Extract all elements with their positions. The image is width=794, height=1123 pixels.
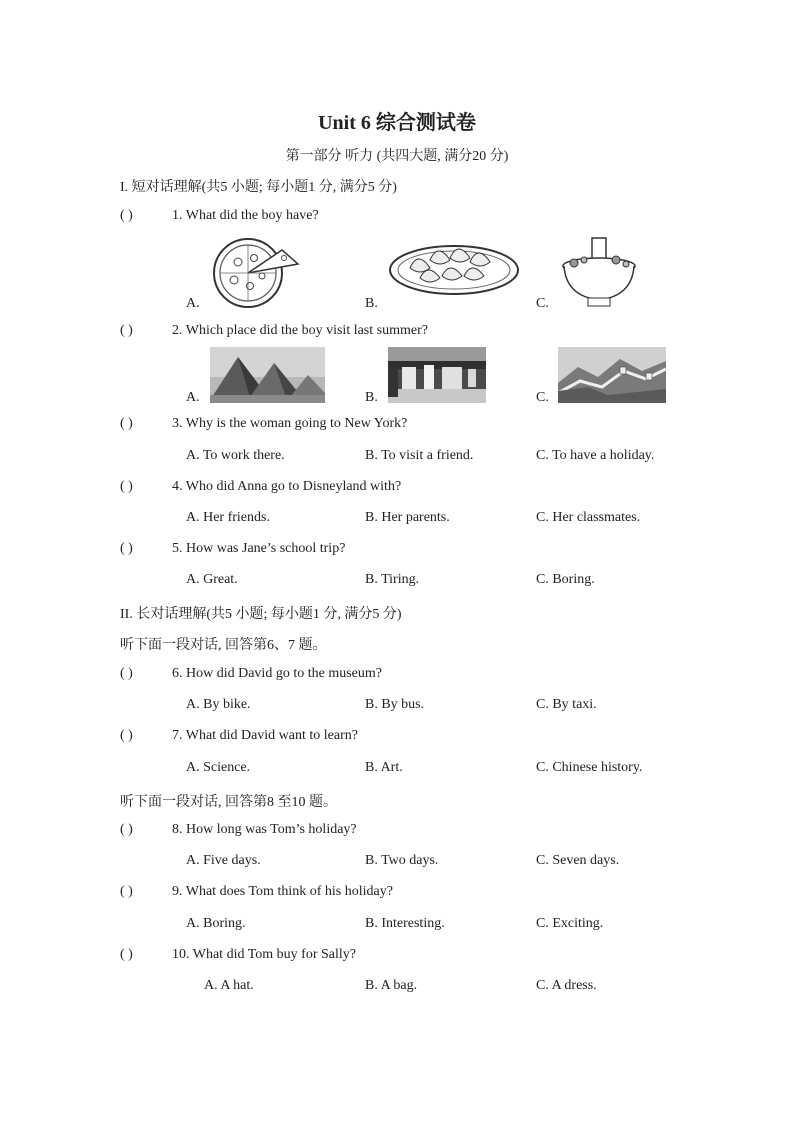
option-a: A. A hat. xyxy=(204,978,254,993)
page-title: Unit 6 综合测试卷 xyxy=(318,112,476,134)
question-text: 9. What does Tom think of his holiday? xyxy=(172,884,393,899)
great-wall-photo xyxy=(558,347,666,403)
option-b: B. Tiring. xyxy=(365,572,420,587)
option-b: B. A bag. xyxy=(365,978,418,993)
option-b: B. xyxy=(365,296,378,311)
waterfall-photo xyxy=(388,347,486,403)
question-text: 6. How did David go to the museum? xyxy=(172,666,382,681)
option-c: C. Seven days. xyxy=(536,853,620,868)
answer-blank[interactable]: ( ) xyxy=(120,541,133,556)
option-a: A. Great. xyxy=(186,572,238,587)
option-b: B. Interesting. xyxy=(365,916,445,931)
answer-blank[interactable]: ( ) xyxy=(120,208,133,223)
answer-blank[interactable]: ( ) xyxy=(120,947,133,962)
question-text: 7. What did David want to learn? xyxy=(172,728,358,743)
option-a: A. xyxy=(186,296,200,311)
question-9 xyxy=(120,884,393,900)
option-a: A. To work there. xyxy=(186,448,285,463)
question-2 xyxy=(120,323,428,339)
question-text: 3. Why is the woman going to New York? xyxy=(172,416,408,431)
question-7 xyxy=(120,728,358,744)
option-b: B. xyxy=(365,390,378,405)
instruction-8-10: 听下面一段对话, 回答第8 至10 题。 xyxy=(120,795,337,810)
answer-blank[interactable]: ( ) xyxy=(120,416,133,431)
answer-blank[interactable]: ( ) xyxy=(120,728,133,743)
question-text: 5. How was Jane’s school trip? xyxy=(172,541,346,556)
option-a: A. Boring. xyxy=(186,916,246,931)
option-c: C. xyxy=(536,390,549,405)
option-a: A. Science. xyxy=(186,760,251,775)
hotpot-icon xyxy=(560,236,640,312)
option-c: C. Chinese history. xyxy=(536,760,643,775)
option-c: C. To have a holiday. xyxy=(536,448,655,463)
question-8 xyxy=(120,822,357,838)
option-c: C. Her classmates. xyxy=(536,510,641,525)
option-c: C. xyxy=(536,296,549,311)
question-text: 10. What did Tom buy for Sally? xyxy=(172,947,356,962)
option-a: A. By bike. xyxy=(186,697,251,712)
option-c: C. A dress. xyxy=(536,978,597,993)
question-3 xyxy=(120,416,407,432)
dumplings-icon xyxy=(388,236,520,296)
part-heading: 第一部分 听力 (共四大题, 满分20 分) xyxy=(285,149,509,164)
question-1 xyxy=(120,208,319,224)
option-c: C. By taxi. xyxy=(536,697,597,712)
answer-blank[interactable]: ( ) xyxy=(120,479,133,494)
option-a: A. xyxy=(186,390,200,405)
answer-blank[interactable]: ( ) xyxy=(120,822,133,837)
question-4 xyxy=(120,479,401,495)
question-6 xyxy=(120,666,382,682)
section-1-heading: I. 短对话理解(共5 小题; 每小题1 分, 满分5 分) xyxy=(120,180,397,195)
option-b: B. Two days. xyxy=(365,853,439,868)
answer-blank[interactable]: ( ) xyxy=(120,666,133,681)
option-b: B. To visit a friend. xyxy=(365,448,474,463)
option-b: B. By bus. xyxy=(365,697,425,712)
option-c: C. Exciting. xyxy=(536,916,604,931)
option-b: B. Her parents. xyxy=(365,510,450,525)
question-5 xyxy=(120,541,345,557)
answer-blank[interactable]: ( ) xyxy=(120,884,133,899)
question-text: 8. How long was Tom’s holiday? xyxy=(172,822,357,837)
pizza-icon xyxy=(210,236,300,310)
question-10 xyxy=(120,947,356,963)
question-text: 1. What did the boy have? xyxy=(172,208,319,223)
instruction-6-7: 听下面一段对话, 回答第6、7 题。 xyxy=(120,638,327,653)
option-a: A. Her friends. xyxy=(186,510,270,525)
question-text: 4. Who did Anna go to Disneyland with? xyxy=(172,479,402,494)
pyramids-photo xyxy=(210,347,325,403)
answer-blank[interactable]: ( ) xyxy=(120,323,133,338)
option-b: B. Art. xyxy=(365,760,403,775)
option-c: C. Boring. xyxy=(536,572,595,587)
option-a: A. Five days. xyxy=(186,853,261,868)
section-2-heading: II. 长对话理解(共5 小题; 每小题1 分, 满分5 分) xyxy=(120,607,402,622)
question-text: 2. Which place did the boy visit last summer? xyxy=(172,323,428,338)
